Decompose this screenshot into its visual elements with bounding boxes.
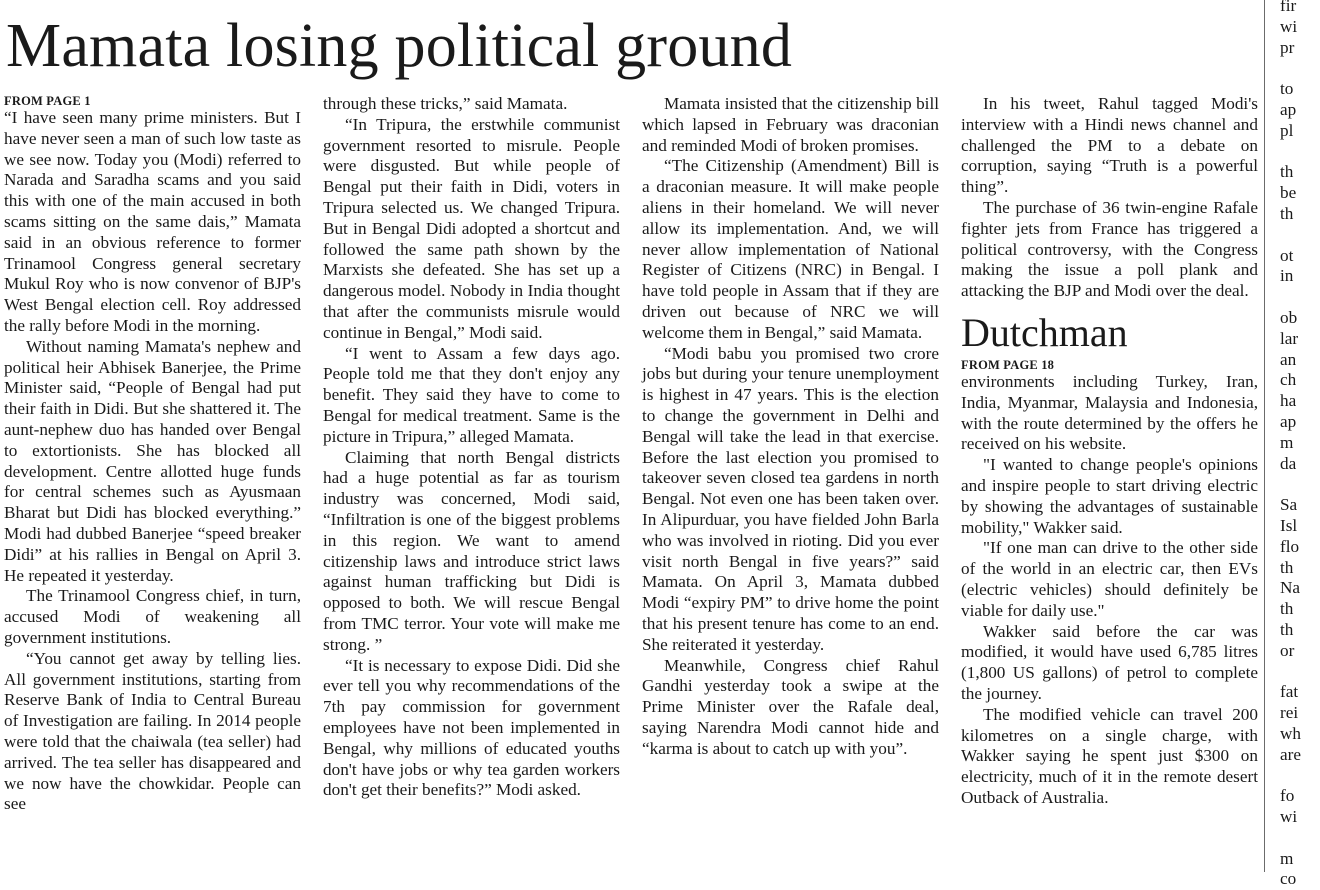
adjacent-article-edge (1280, 0, 1320, 890)
edge-text-fragment: ha (1280, 391, 1297, 411)
edge-text-fragment (1280, 662, 1320, 683)
edge-text-fragment: pl (1280, 120, 1294, 140)
paragraph: “It is necessary to expose Didi. Did she ever tell you why recommendations of the 7th pay commission for government employees have not been implemented in Bengal, why millions of educated youths don't have jobs or why tea garden workers don't get their benefits?” Modi asked. (323, 655, 620, 800)
edge-text-fragment: wi (1280, 807, 1298, 827)
column-2 (323, 94, 620, 801)
edge-text-fragment: da (1280, 453, 1297, 473)
subheadline: Dutchman (961, 309, 1128, 355)
paragraph: The purchase of 36 twin-engine Rafale fighter jets from France has triggered a political controversy, with the Congress making the issue a poll plank and attacking the BJP and Modi over the deal. (961, 197, 1258, 301)
edge-text-fragment: Isl (1280, 515, 1298, 535)
edge-text-fragment: th (1280, 599, 1294, 619)
edge-text-fragment: lar (1280, 328, 1299, 348)
paragraph: In his tweet, Rahul tagged Modi's interview with a Hindi news channel and challenged the PM to a debate on corruption, saying “Truth is a powerful thing”. (961, 94, 1258, 197)
edge-text-fragment: flo (1280, 536, 1300, 556)
paragraph: Without naming Mamata's nephew and political heir Abhisek Banerjee, the Prime Minister said, “People of Bengal had put their faith in Didi. But she shattered it. The aunt-nephew duo has handed over Bengal to extortionists. She has blocked all development. Centre allotted huge funds for central schemes such as Ayusmaan Bharat but Didi has blocked everything.” Modi had dubbed Banerjee “speed breaker Didi” at his rallies in Bengal on April 3. He repeated it yesterday. (4, 336, 301, 585)
paragraph: Claiming that north Bengal districts had a huge potential as far as tourism industry was concerned, Modi said, “Infiltration is one of the biggest problems in this region. We want to amend citizenship laws and introduce strict laws against human trafficking but Didi is opposed to both. We will rescue Bengal from TMC terror. Your vote will make me strong. ” (323, 447, 620, 654)
edge-text-fragment: m (1280, 848, 1294, 868)
edge-text-fragment: to (1280, 79, 1294, 99)
edge-text-fragment: ot (1280, 245, 1294, 265)
edge-text-fragment: wi (1280, 16, 1298, 36)
edge-text-fragment: co (1280, 869, 1297, 889)
edge-text-fragment: Sa (1280, 495, 1298, 515)
edge-text-fragment: fo (1280, 786, 1295, 806)
edge-text-fragment (1280, 474, 1320, 495)
paragraph: Mamata insisted that the citizenship bill which lapsed in February was draconian and reminded Modi of broken promises. (642, 94, 939, 155)
edge-text-fragment: m (1280, 432, 1294, 452)
edge-text-fragment: fir (1280, 0, 1297, 15)
edge-text-fragment: fat (1280, 682, 1299, 702)
edge-text-fragment: th (1280, 619, 1294, 639)
edge-text-fragment (1280, 765, 1320, 786)
edge-text-fragment: th (1280, 557, 1294, 577)
column-divider (1264, 0, 1265, 872)
edge-text-fragment: in (1280, 266, 1294, 286)
paragraph: environments including Turkey, Iran, India, Myanmar, Malaysia and Indonesia, with the route determined by the offers he received on his website. (961, 371, 1258, 454)
edge-text-fragment: th (1280, 203, 1294, 223)
edge-text-fragment: pr (1280, 37, 1295, 57)
edge-text-fragment (1280, 828, 1320, 849)
edge-text-fragment (1280, 287, 1320, 308)
paragraph: “The Citizenship (Amendment) Bill is a draconian measure. It will make people aliens in their homeland. We will never allow its implementation. And, we will never allow implementation of National Register of Citizens (NRC) in Bengal. I have told people in Assam that if they are driven out because of NRC we will welcome them in Bengal,” said Mamata. (642, 156, 939, 342)
paragraph: "If one man can drive to the other side of the world in an electric car, then EVs (electric vehicles) should definitely be viable for daily use." (961, 538, 1258, 620)
column-4 (961, 94, 1258, 809)
edge-text-fragment: ch (1280, 370, 1297, 390)
edge-text-fragment: be (1280, 183, 1297, 203)
jump-label: FROM PAGE 18 (961, 357, 1055, 372)
paragraph: The modified vehicle can travel 200 kilometres on a single charge, with Wakker saying he spent just $300 on electricity, much of it in the remote desert Outback of Australia. (961, 704, 1258, 807)
paragraph: “I have seen many prime ministers. But I have never seen a man of such low taste as we see now. Today you (Modi) referred to Narada and Saradha scams and you said this with one of the main accused in both scams sitting on the same dais,” Mamata said in an obvious reference to former Trinamool Congress general secretary Mukul Roy who is now convenor of BJP's West Bengal election cell. Roy addressed the rally before Modi in the morning. (4, 108, 301, 335)
edge-text-fragment: an (1280, 349, 1297, 369)
edge-text-fragment: or (1280, 640, 1295, 660)
paragraph: “I went to Assam a few days ago. People told me that they don't enjoy any benefit. They said they have to come to Bengal for medical treatment. Same is the picture in Tripura,” alleged Mamata. (323, 343, 620, 446)
paragraph: through these tricks,” said Mamata. (323, 94, 568, 113)
paragraph: “You cannot get away by telling lies. All government institutions, starting from Reserve Bank of India to Central Bureau of Investigation are failing. In 2014 people were told that the chaiwala (tea seller) had arrived. The tea seller has disappeared and we now have the chowkidar. People can see (4, 648, 301, 814)
paragraph: Meanwhile, Congress chief Rahul Gandhi yesterday took a swipe at the Prime Minister over the Rafale deal, saying Narendra Modi cannot hide and “karma is about to catch up with you”. (642, 655, 939, 758)
paragraph: Wakker said before the car was modified, it would have used 6,785 litres (1,800 US gallons) of petrol to complete the journey. (961, 621, 1258, 703)
headline: Mamata losing political ground (6, 12, 793, 80)
edge-text-fragment (1280, 58, 1320, 79)
paragraph: The Trinamool Congress chief, in turn, accused Modi of weakening all government institutions. (4, 586, 301, 647)
edge-text-fragment: Na (1280, 578, 1301, 598)
edge-text-fragment: ap (1280, 411, 1297, 431)
edge-text-fragment: are (1280, 744, 1301, 764)
edge-text-fragment: rei (1280, 703, 1299, 723)
column-3 (642, 94, 939, 760)
paragraph: “Modi babu you promised two crore jobs but during your tenure unemployment is highest in 47 years. This is the election to change the government in Delhi and Bengal will take the lead in that exercise. Before the last election you promised to takeover seven closed tea gardens in north Bengal. Not even one has been taken over. In Alipurduar, you have fielded John Barla who was involved in rioting. Did you ever visit north Bengal in five years?” said Mamata. On April 3, Mamata dubbed Modi “expiry PM” to drive home the point that his present tenure has come to an end. She reiterated it yesterday. (642, 343, 939, 654)
jump-label: FROM PAGE 1 (4, 94, 91, 108)
column-1 (4, 94, 301, 815)
paragraph: "I wanted to change people's opinions and inspire people to start driving electric by showing the advantages of sustainable mobility," Wakker said. (961, 455, 1258, 537)
edge-text-fragment (1280, 225, 1320, 246)
edge-text-fragment: th (1280, 162, 1294, 182)
edge-text-fragment: ap (1280, 99, 1297, 119)
edge-text-fragment: wh (1280, 723, 1302, 743)
edge-text-fragment (1280, 142, 1320, 163)
paragraph: “In Tripura, the erstwhile communist government resorted to misrule. People were disgusted. But while people of Bengal put their faith in Didi, voters in Tripura selected us. We changed Tripura. But in Bengal Didi adopted a shortcut and followed the same path shown by the Marxists she defeated. She has set up a dangerous model. Nobody in India thought that after the communists misrule would continue in Bengal,” Modi said. (323, 114, 620, 342)
edge-text-fragment: ob (1280, 307, 1298, 327)
